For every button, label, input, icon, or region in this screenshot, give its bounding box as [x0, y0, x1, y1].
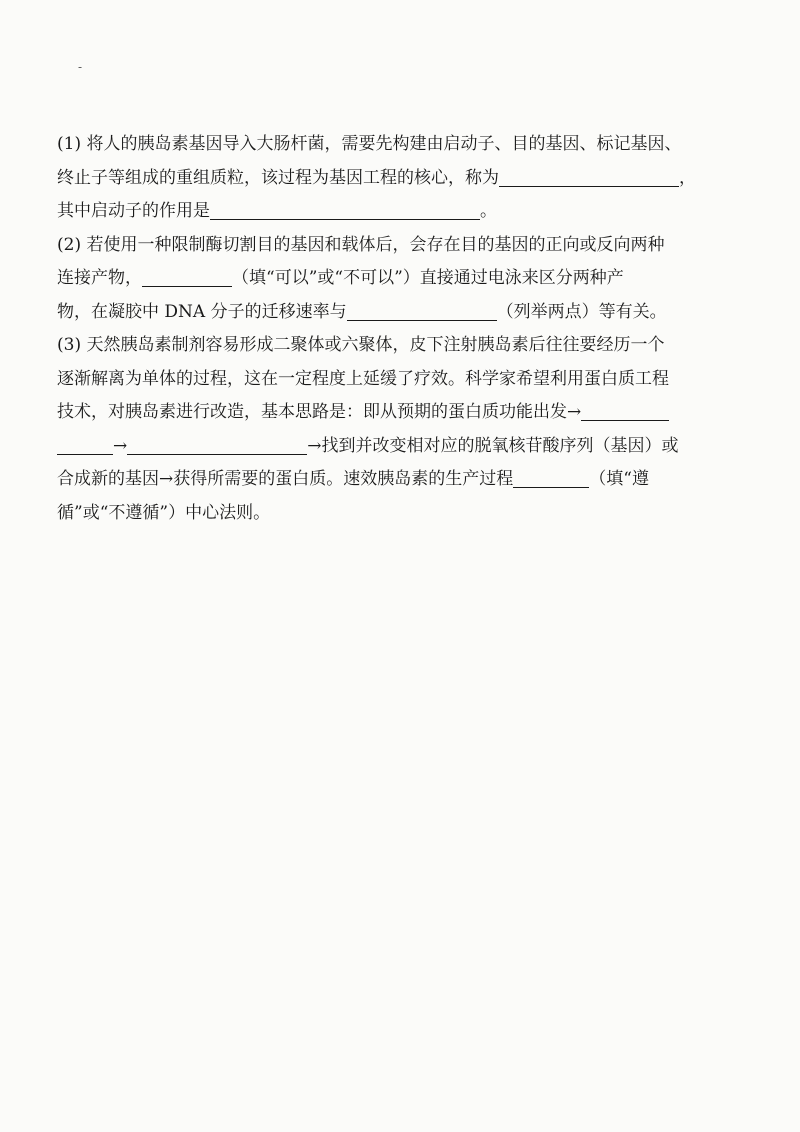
text-line	[57, 162, 747, 196]
text-line	[57, 497, 747, 531]
answer-blank[interactable]	[57, 435, 113, 455]
text-line	[57, 128, 747, 162]
text-segment: (3) 天然胰岛素制剂容易形成二聚体或六聚体，皮下注射胰岛素后往往要经历一个	[57, 335, 665, 355]
text-line	[57, 463, 747, 497]
answer-blank[interactable]	[127, 435, 307, 455]
corner-mark: -	[78, 60, 83, 74]
answer-blank[interactable]	[142, 267, 232, 287]
text-segment: 技术，对胰岛素进行改造，基本思路是：即从预期的蛋白质功能出发→	[57, 402, 582, 422]
text-segment: 。	[480, 201, 497, 221]
text-segment: 物，在凝胶中 DNA 分子的迁移速率与	[57, 301, 347, 322]
text-segment: →	[113, 435, 128, 456]
text-line	[57, 396, 747, 430]
text-segment: 合成新的基因→获得所需要的蛋白质。速效胰岛素的生产过程	[57, 469, 514, 489]
text-line	[57, 430, 747, 464]
text-segment: （填“遵	[589, 469, 649, 489]
text-segment: (1) 将人的胰岛素基因导入大肠杆菌，需要先构建由启动子、目的基因、标记基因、	[57, 134, 682, 154]
text-line	[57, 195, 747, 229]
text-segment: （填“可以”或“不可以”）直接通过电泳来区分两种产	[232, 268, 624, 288]
text-segment: 循”或“不遵循”）中心法则。	[57, 502, 271, 523]
answer-blank[interactable]	[581, 401, 669, 421]
answer-blank[interactable]	[513, 468, 589, 488]
text-segment: 终止子等组成的重组质粒，该过程为基因工程的核心，称为	[57, 167, 499, 188]
answer-blank[interactable]	[210, 200, 480, 220]
text-line	[57, 229, 747, 263]
text-line	[57, 363, 747, 397]
text-segment: →找到并改变相对应的脱氧核苷酸序列（基因）或	[307, 435, 679, 456]
text-line	[57, 296, 747, 330]
answer-blank[interactable]	[499, 167, 679, 187]
text-segment: ，	[679, 167, 696, 188]
text-line	[57, 262, 747, 296]
text-segment: 其中启动子的作用是	[57, 201, 210, 221]
text-segment: （列举两点）等有关。	[496, 301, 667, 322]
text-segment: 连接产物，	[57, 268, 142, 288]
text-line	[57, 329, 747, 363]
text-segment: 逐渐解离为单体的过程，这在一定程度上延缓了疗效。科学家希望利用蛋白质工程	[57, 368, 669, 389]
question-text	[57, 128, 747, 530]
text-segment: (2) 若使用一种限制酶切割目的基因和载体后，会存在目的基因的正向或反向两种	[57, 234, 665, 255]
answer-blank[interactable]	[347, 301, 497, 321]
